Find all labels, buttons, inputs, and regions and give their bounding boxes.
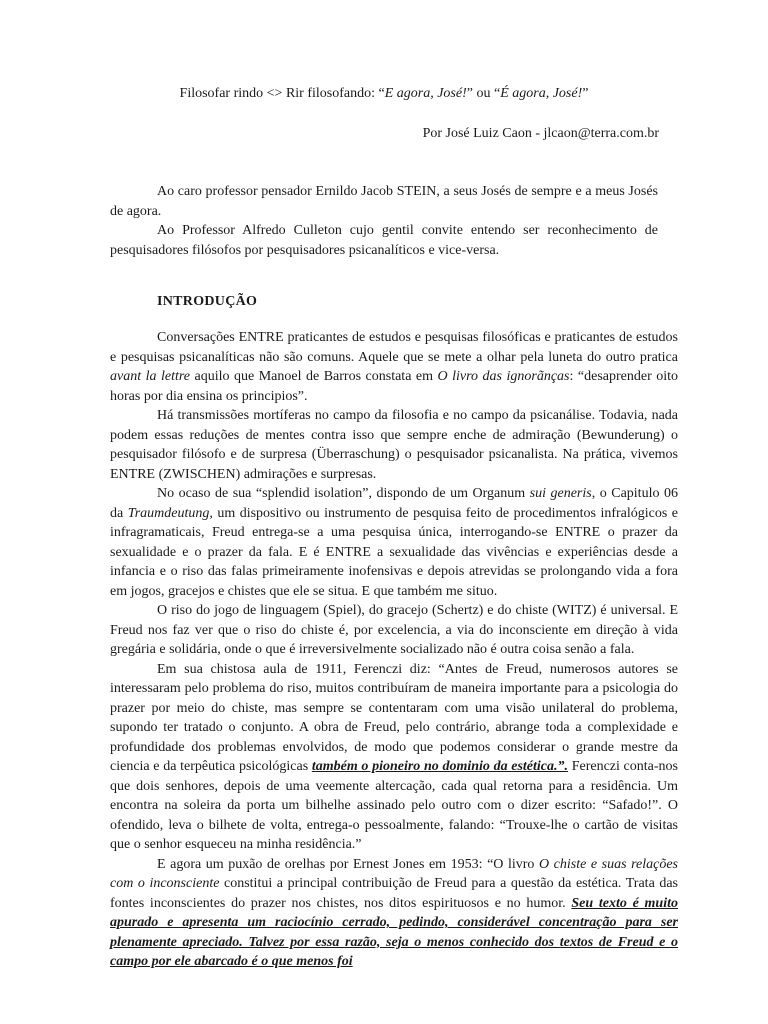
section-body [110, 328, 678, 972]
p3-italic-a: sui generis [529, 486, 592, 501]
p1-text-c: : “desaprender oito horas por dia ensina os principios”. [110, 369, 679, 404]
document-title [0, 84, 768, 104]
p1-italic-a: avant la lettre [110, 369, 191, 384]
title-text-2: ” ou “ [466, 86, 501, 101]
dedication-paragraph-1: Ao caro professor pensador Ernildo Jacob STEIN, a seus Josés de sempre e a meus Josés de agora. [110, 184, 658, 219]
body-paragraph-2: Há transmissões mortíferas no campo da filosofia e no campo da psicanálise. Todavia, nada podem essas reduções de mentes contra isso que sempre enche de admiração (Bewunderung) o pesquisador filósofo e de surpresa (Überraschung) o pesquisador psicanalista. Na prática, vivemos ENTRE (ZWISCHEN) admirações e surpresas. [110, 408, 678, 482]
section-heading: INTRODUÇÃO [157, 294, 258, 309]
title-text-1: Filosofar rindo <> Rir filosofando: “ [179, 86, 385, 101]
dedication [110, 182, 658, 260]
title-text-3: ” [582, 86, 589, 101]
p3-book-title: Traumdeutung, [127, 505, 213, 521]
p5-text-b: Ferenczi conta-nos que dois senhores, depois de uma veemente altercação, cada qual retorna para a residência. Um encontra na soleira da porta um bilhelhe assinado pelo outro com o dizer escrito: “Safado!”. O ofendido, leva o bilhete de volta, entrega-o pessoalmente, falando: “Trouxe-lhe o cartão de visitas que o senhor esqueceu na minha residência.” [110, 759, 678, 852]
author-line: Por José Luiz Caon - jlcaon@terra.com.br [422, 126, 659, 141]
p1-text-a: Conversações ENTRE praticantes de estudos e pesquisas filosóficas e praticantes de estudos e pesquisas psicanalíticas não são comuns. Aquele que se mete a olhar pela luneta do outro pratica [110, 330, 678, 365]
title-quote-2: É agora, José! [500, 86, 583, 101]
body-paragraph-5 [110, 660, 678, 855]
title-quote-1: E agora, José! [384, 86, 467, 101]
body-paragraph-6 [110, 855, 678, 972]
body-paragraph-3 [110, 484, 678, 601]
p5-emphasis: também o pioneiro no dominio da estética.”. [311, 759, 569, 774]
p6-emphasis: Seu texto é muito apurado e apresenta um raciocínio cerrado, pedindo, considerável concentração para ser plenamente apreciado. Talvez por essa razão, seja o menos conhecido dos textos de Freud e o campo por ele abarcado é o que menos foi [110, 895, 678, 969]
p6-book-title: O chiste e suas relações com o inconsciente [110, 856, 678, 891]
p3-text-a: No ocaso de sua “splendid isolation”, dispondo de um Organum [157, 486, 530, 501]
body-paragraph-1 [110, 328, 678, 406]
p6-text-b: constitui a principal contribuição de Freud para a questão da estética. Trata das fontes inconscientes do prazer nos chistes, nos ditos espirituosos e no humor. [110, 876, 679, 911]
dedication-paragraph-2: Ao Professor Alfredo Culleton cujo gentil convite entendo ser reconhecimento de pesquisadores filósofos por pesquisadores psicanalíticos e vice-versa. [110, 223, 658, 258]
p3-text-c: um dispositivo ou instrumento de pesquisa feito de procedimentos infralógicos e infragramaticais, Freud entrega-se a uma pesquisa única, interrogando-se ENTRE o prazer da sexualidade e o prazer da fala. E é ENTRE a sexualidade das vivências e experiências desde a infancia e o riso das falas primeiramente inofensivas e depois atrevidas se prolongando vida a fora em jogos, gracejos e chistes que ele se situa. E que também me situo. [110, 505, 679, 599]
p1-book-title: O livro das ignorãnças [437, 369, 570, 384]
p3-text-b: , o Capitulo 06 da [110, 486, 678, 521]
p6-text-a: E agora um puxão de orelhas por Ernest Jones em 1953: “O livro [157, 856, 539, 872]
p1-text-b: aquilo que Manoel de Barros constata em [190, 369, 438, 384]
p5-text-a: Em sua chistosa aula de 1911, Ferenczi diz: “Antes de Freud, numerosos autores se interessaram pelo problema do riso, muitos contribuíram de maneira importante para a psicologia do prazer por meio do chiste, mas sempre se contentaram com uma visão unilateral do problema, supondo ter tratado o conjunto. A obra de Freud, pelo contrário, abrange toda a complexidade e profundidade dos problemas envolvidos, de modo que podemos considerar o grande mestre da ciencia e da terpêutica psicológicas [110, 661, 678, 774]
body-paragraph-4: O riso do jogo de linguagem (Spiel), do gracejo (Schertz) e do chiste (WITZ) é universal. E Freud nos faz ver que o riso do chiste é, por excelencia, a via do inconsciente em direção à vida gregária e solidária, onde o que é irreversivelmente socializado não é outra coisa senão a fala. [110, 603, 678, 657]
